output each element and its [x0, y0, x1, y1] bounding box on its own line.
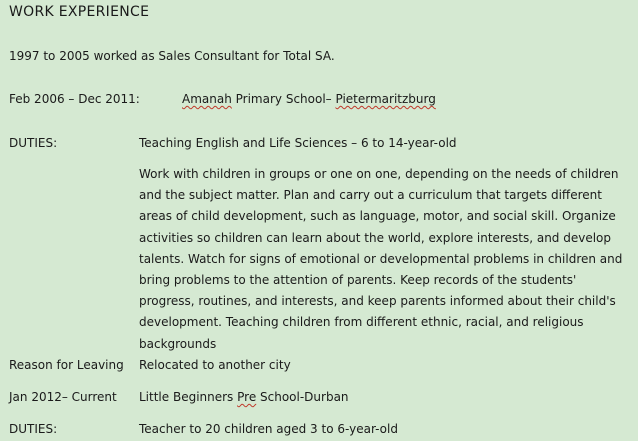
job1-reason-value: Relocated to another city: [139, 358, 291, 372]
job2-duties-label: DUTIES:: [9, 422, 58, 436]
job1-description-line: Work with children in groups or one on one, depending on the needs of children: [139, 167, 619, 181]
job2-dates: Jan 2012– Current: [9, 390, 117, 404]
job2-employer-suffix: School-Durban: [256, 390, 349, 404]
job1-description-line: talents. Watch for signs of emotional or developmental problems in children and: [139, 251, 623, 266]
job1-duties-summary: Teaching English and Life Sciences – 6 to 14-year-old: [139, 136, 457, 150]
job1-description-line: development. Teaching children from different ethnic, racial, and religious: [139, 315, 584, 330]
job2-employer-prefix: Little Beginners: [139, 390, 238, 404]
job2-employer: [139, 389, 349, 405]
job1-description-line: activities so children can learn about the world, explore interests, and develop: [139, 230, 612, 245]
job1-description-line: areas of child development, such as language, motor, and social skill. Organize: [139, 209, 616, 224]
job1-employer-place: Pietermaritzburg: [335, 92, 436, 106]
experience-line-1997: 1997 to 2005 worked as Sales Consultant for Total SA.: [9, 49, 335, 63]
job1-employer: [182, 91, 436, 107]
job1-description-line: backgrounds: [139, 336, 217, 351]
section-heading: WORK EXPERIENCE: [9, 4, 150, 20]
job1-description-line: bring problems to the attention of parents. Keep records of the students': [139, 273, 577, 288]
job2-duties-summary: Teacher to 20 children aged 3 to 6-year-old: [139, 422, 398, 436]
job1-employer-middle: Primary School–: [231, 92, 336, 106]
job1-duties-label: DUTIES:: [9, 136, 58, 150]
job1-description-line: progress, routines, and interests, and keep parents informed about their child's: [139, 294, 616, 309]
job1-reason-label: Reason for Leaving: [9, 358, 124, 372]
job1-employer-prefix: Amanah: [182, 92, 232, 106]
job1-description: [139, 164, 629, 355]
job1-description-line: and the subject matter. Plan and carry out a curriculum that targets different: [139, 188, 602, 203]
job1-dates: Feb 2006 – Dec 2011:: [9, 92, 140, 106]
job2-employer-pre: Pre: [237, 390, 257, 404]
